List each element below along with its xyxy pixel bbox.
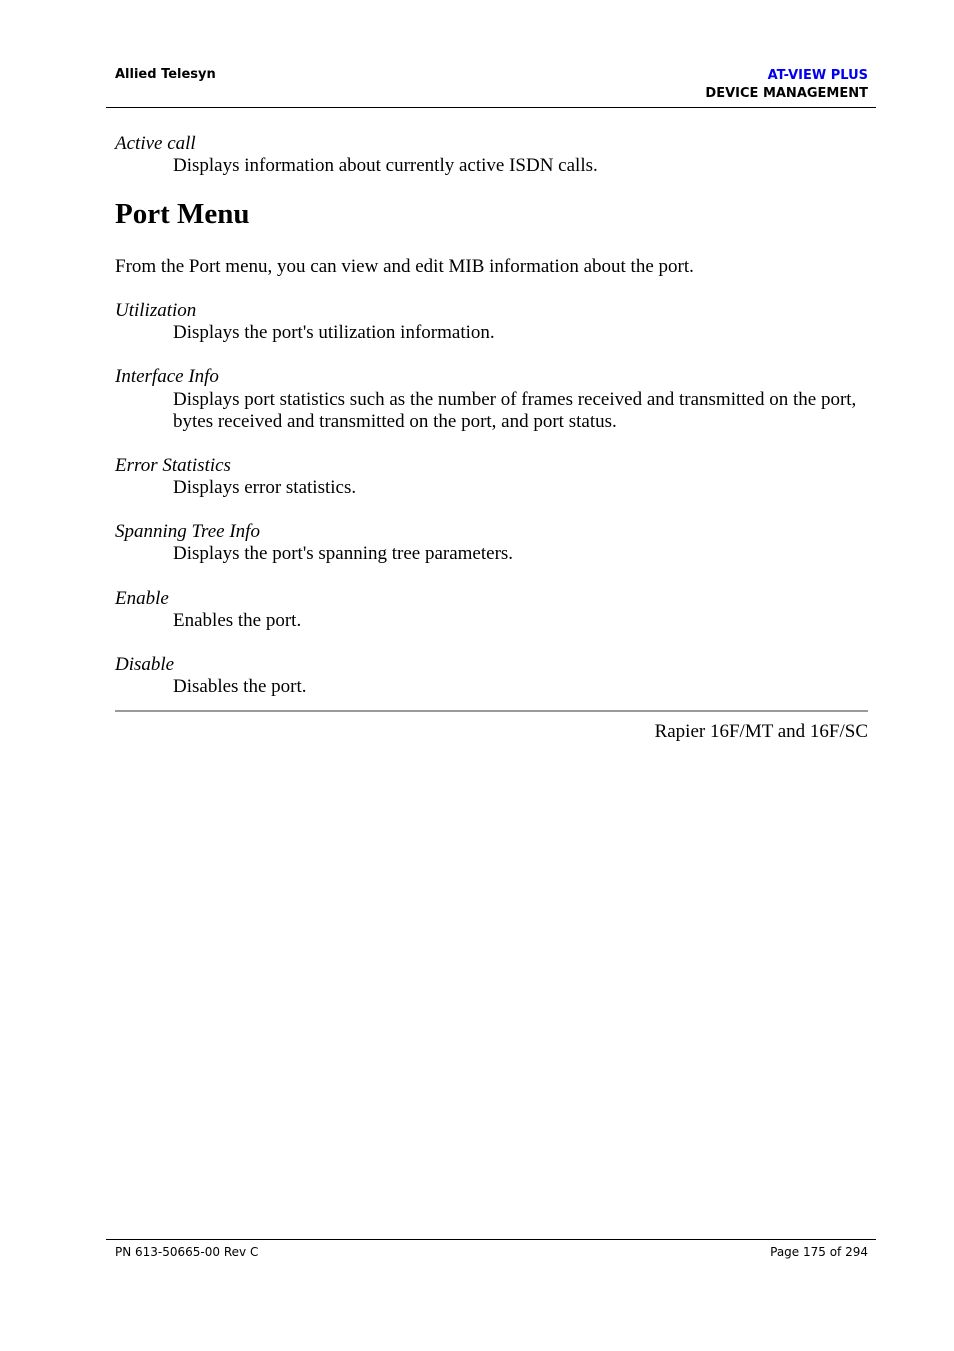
term-spanning-tree-info: Spanning Tree Info xyxy=(115,521,260,542)
term-active-call: Active call xyxy=(115,133,196,154)
product-title: AT-VIEW PLUS xyxy=(767,68,868,83)
desc-utilization: Displays the port's utilization information. xyxy=(173,322,495,343)
company-name: Allied Telesyn xyxy=(115,67,216,82)
page-title: Port Menu xyxy=(115,198,250,230)
term-disable: Disable xyxy=(115,654,175,675)
desc-enable: Enables the port. xyxy=(173,610,302,631)
term-enable: Enable xyxy=(115,588,169,609)
section-separator xyxy=(115,710,868,712)
header-titles xyxy=(705,67,868,103)
part-number: PN 613-50665-00 Rev C xyxy=(115,1245,259,1259)
desc-disable: Disables the port. xyxy=(173,676,307,697)
section-title: DEVICE MANAGEMENT xyxy=(705,86,868,101)
model-label: Rapier 16F/MT and 16F/SC xyxy=(654,721,868,742)
term-interface-info: Interface Info xyxy=(115,366,219,387)
footer-divider xyxy=(106,1239,876,1240)
desc-interface-info: Displays port statistics such as the number of frames received and transmitted on the port, bytes received and transmitted on the port, and port status. xyxy=(173,389,857,432)
desc-spanning-tree-info: Displays the port's spanning tree parameters. xyxy=(173,543,514,564)
desc-active-call: Displays information about currently active ISDN calls. xyxy=(173,155,598,176)
intro-paragraph: From the Port menu, you can view and edit MIB information about the port. xyxy=(115,256,694,277)
term-utilization: Utilization xyxy=(115,300,197,321)
term-error-statistics: Error Statistics xyxy=(115,455,231,476)
desc-error-statistics: Displays error statistics. xyxy=(173,477,357,498)
header-divider xyxy=(106,107,876,108)
page-number: Page 175 of 294 xyxy=(770,1245,868,1259)
